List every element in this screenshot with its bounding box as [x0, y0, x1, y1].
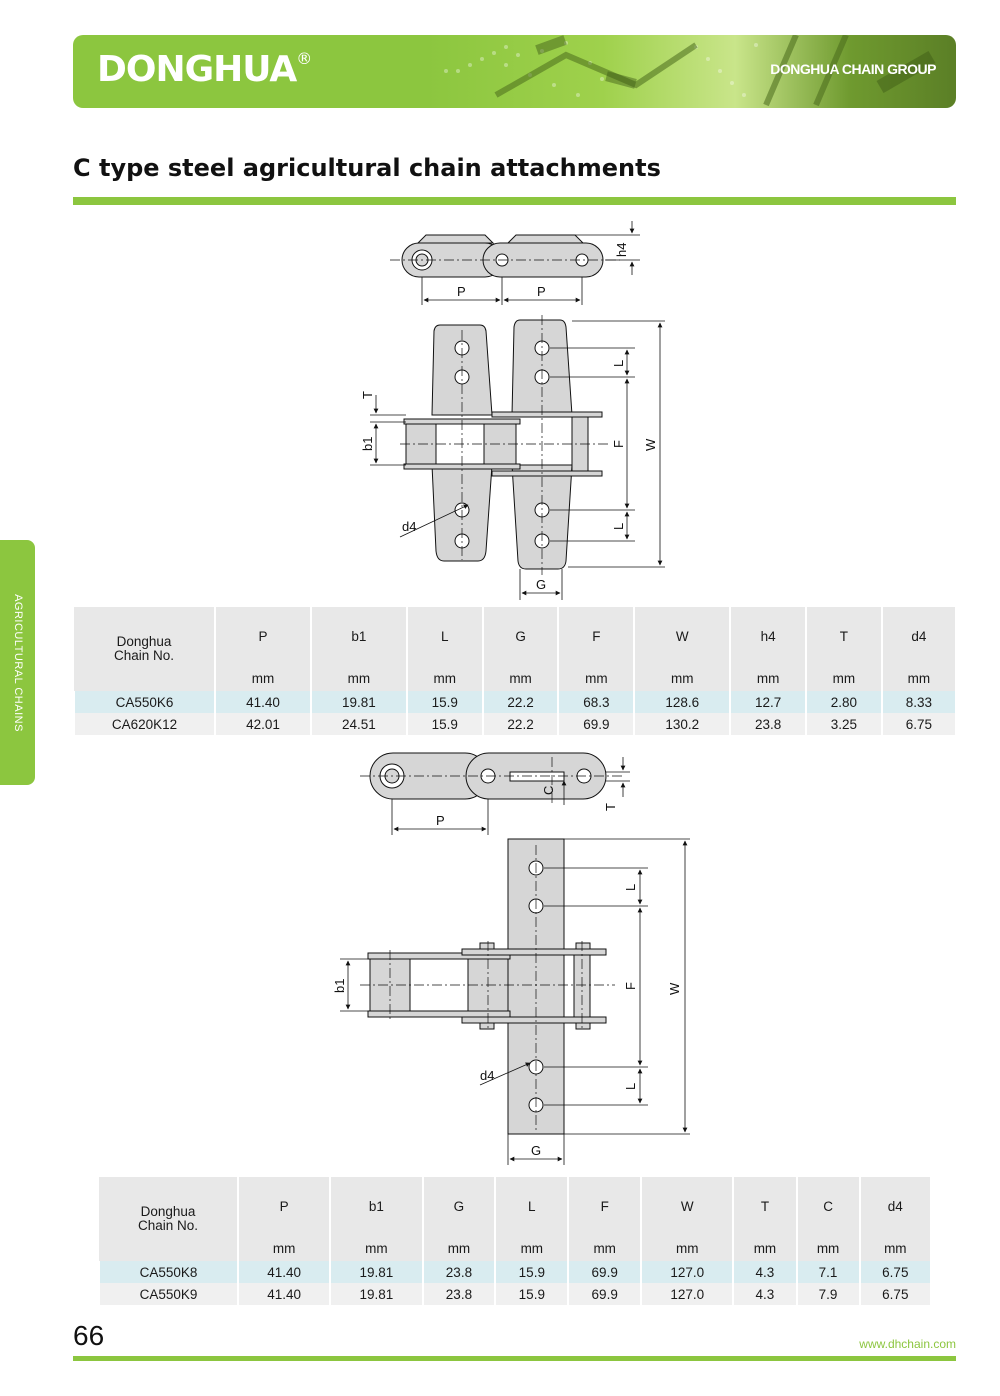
unit-cell: mm	[483, 665, 559, 691]
unit-cell: mm	[882, 665, 955, 691]
dim-label-C: C	[541, 785, 556, 795]
table-cell: 19.81	[330, 1283, 422, 1305]
dim-label-b1: b1	[360, 436, 375, 451]
column-header: b1	[330, 1177, 422, 1235]
section-side-tab	[0, 540, 35, 785]
table-cell: CA620K12	[74, 713, 215, 735]
unit-cell: mm	[423, 1235, 496, 1261]
column-header: T	[806, 607, 882, 665]
dim-label-d4: d4	[480, 1068, 495, 1083]
brand-logo: DONGHUA®	[97, 49, 312, 90]
column-header: h4	[730, 607, 806, 665]
unit-cell: mm	[495, 1235, 568, 1261]
dim-label-W: W	[643, 438, 658, 451]
dim-label-P: P	[537, 284, 546, 299]
table-cell: 7.9	[797, 1283, 860, 1305]
dim-label-d4: d4	[402, 519, 417, 534]
column-header: T	[733, 1177, 796, 1235]
table-cell: 41.40	[215, 691, 311, 713]
dim-label-L: L	[623, 883, 638, 891]
table-cell: 69.9	[558, 713, 634, 735]
table-cell: CA550K8	[99, 1261, 238, 1283]
column-header: d4	[882, 607, 955, 665]
drawing-c-type-bent-attachment	[340, 215, 680, 605]
column-header: G	[423, 1177, 496, 1235]
column-header: C	[797, 1177, 860, 1235]
table-cell: 15.9	[495, 1261, 568, 1283]
unit-cell: mm	[215, 665, 311, 691]
table-cell: 22.2	[483, 691, 559, 713]
unit-cell: mm	[797, 1235, 860, 1261]
unit-cell: mm	[806, 665, 882, 691]
table-cell: 7.1	[797, 1261, 860, 1283]
table-cell: 23.8	[423, 1283, 496, 1305]
table-row	[74, 713, 955, 735]
group-name: DONGHUA CHAIN GROUP	[770, 61, 936, 77]
spec-table-1	[73, 607, 955, 735]
column-header: L	[495, 1177, 568, 1235]
section-side-tab-label: AGRICULTURAL CHAINS	[11, 593, 24, 732]
dim-label-F: F	[623, 982, 638, 990]
dim-label-h4: h4	[614, 242, 629, 257]
website-url: www.dhchain.com	[859, 1337, 956, 1351]
column-header: F	[568, 1177, 641, 1235]
table-cell: 6.75	[860, 1261, 930, 1283]
page-title: C type steel agricultural chain attachments	[73, 154, 661, 182]
table-cell: 127.0	[641, 1283, 733, 1305]
table-cell: CA550K6	[74, 691, 215, 713]
unit-cell: mm	[568, 1235, 641, 1261]
header-banner	[73, 35, 956, 108]
dim-label-T: T	[360, 391, 375, 399]
dim-label-L: L	[623, 1082, 638, 1090]
unit-cell: mm	[641, 1235, 733, 1261]
spec-table-2	[98, 1177, 930, 1305]
column-header: b1	[311, 607, 407, 665]
table-cell: 69.9	[568, 1261, 641, 1283]
unit-cell: mm	[407, 665, 483, 691]
table-cell: 4.3	[733, 1283, 796, 1305]
dim-label-G: G	[536, 577, 547, 592]
unit-cell: mm	[733, 1235, 796, 1261]
column-header: L	[407, 607, 483, 665]
table-cell: 15.9	[495, 1283, 568, 1305]
dim-label-T: T	[603, 803, 618, 811]
table-cell: 12.7	[730, 691, 806, 713]
table-cell: 6.75	[860, 1283, 930, 1305]
dim-label-F: F	[611, 440, 626, 448]
table-cell: 23.8	[423, 1261, 496, 1283]
table-cell: 42.01	[215, 713, 311, 735]
table-cell: 8.33	[882, 691, 955, 713]
column-header: P	[215, 607, 311, 665]
drawing-straight-plate-attachment	[330, 745, 710, 1170]
unit-cell: mm	[311, 665, 407, 691]
unit-cell: mm	[860, 1235, 930, 1261]
column-header: W	[641, 1177, 733, 1235]
column-header: F	[558, 607, 634, 665]
table-cell: 19.81	[311, 691, 407, 713]
title-divider	[73, 197, 956, 205]
footer-divider	[73, 1356, 956, 1361]
dim-label-P: P	[436, 813, 445, 828]
table-cell: 3.25	[806, 713, 882, 735]
dim-label-P: P	[457, 284, 466, 299]
table-cell: 22.2	[483, 713, 559, 735]
model-column-header: Donghua Chain No.	[74, 607, 215, 691]
table-row	[99, 1261, 930, 1283]
table-cell: 24.51	[311, 713, 407, 735]
table-row	[99, 1283, 930, 1305]
table-cell: 127.0	[641, 1261, 733, 1283]
unit-cell: mm	[330, 1235, 422, 1261]
column-header: P	[238, 1177, 330, 1235]
table-cell: CA550K9	[99, 1283, 238, 1305]
table-row	[74, 691, 955, 713]
table-cell: 4.3	[733, 1261, 796, 1283]
column-header: d4	[860, 1177, 930, 1235]
table-cell: 2.80	[806, 691, 882, 713]
table-cell: 6.75	[882, 713, 955, 735]
dim-label-L: L	[611, 359, 626, 367]
table-cell: 15.9	[407, 691, 483, 713]
dim-label-b1: b1	[332, 978, 347, 993]
table-cell: 23.8	[730, 713, 806, 735]
table-cell: 68.3	[558, 691, 634, 713]
table-cell: 41.40	[238, 1261, 330, 1283]
unit-cell: mm	[238, 1235, 330, 1261]
table-cell: 69.9	[568, 1283, 641, 1305]
column-header: W	[634, 607, 730, 665]
unit-cell: mm	[558, 665, 634, 691]
page-number: 66	[73, 1320, 105, 1351]
table-cell: 41.40	[238, 1283, 330, 1305]
column-header: G	[483, 607, 559, 665]
unit-cell: mm	[634, 665, 730, 691]
dim-label-G: G	[531, 1143, 542, 1158]
table-cell: 19.81	[330, 1261, 422, 1283]
table-cell: 128.6	[634, 691, 730, 713]
table-cell: 130.2	[634, 713, 730, 735]
model-column-header: Donghua Chain No.	[99, 1177, 238, 1261]
table-cell: 15.9	[407, 713, 483, 735]
unit-cell: mm	[730, 665, 806, 691]
dim-label-W: W	[667, 982, 682, 995]
dim-label-L: L	[611, 522, 626, 530]
